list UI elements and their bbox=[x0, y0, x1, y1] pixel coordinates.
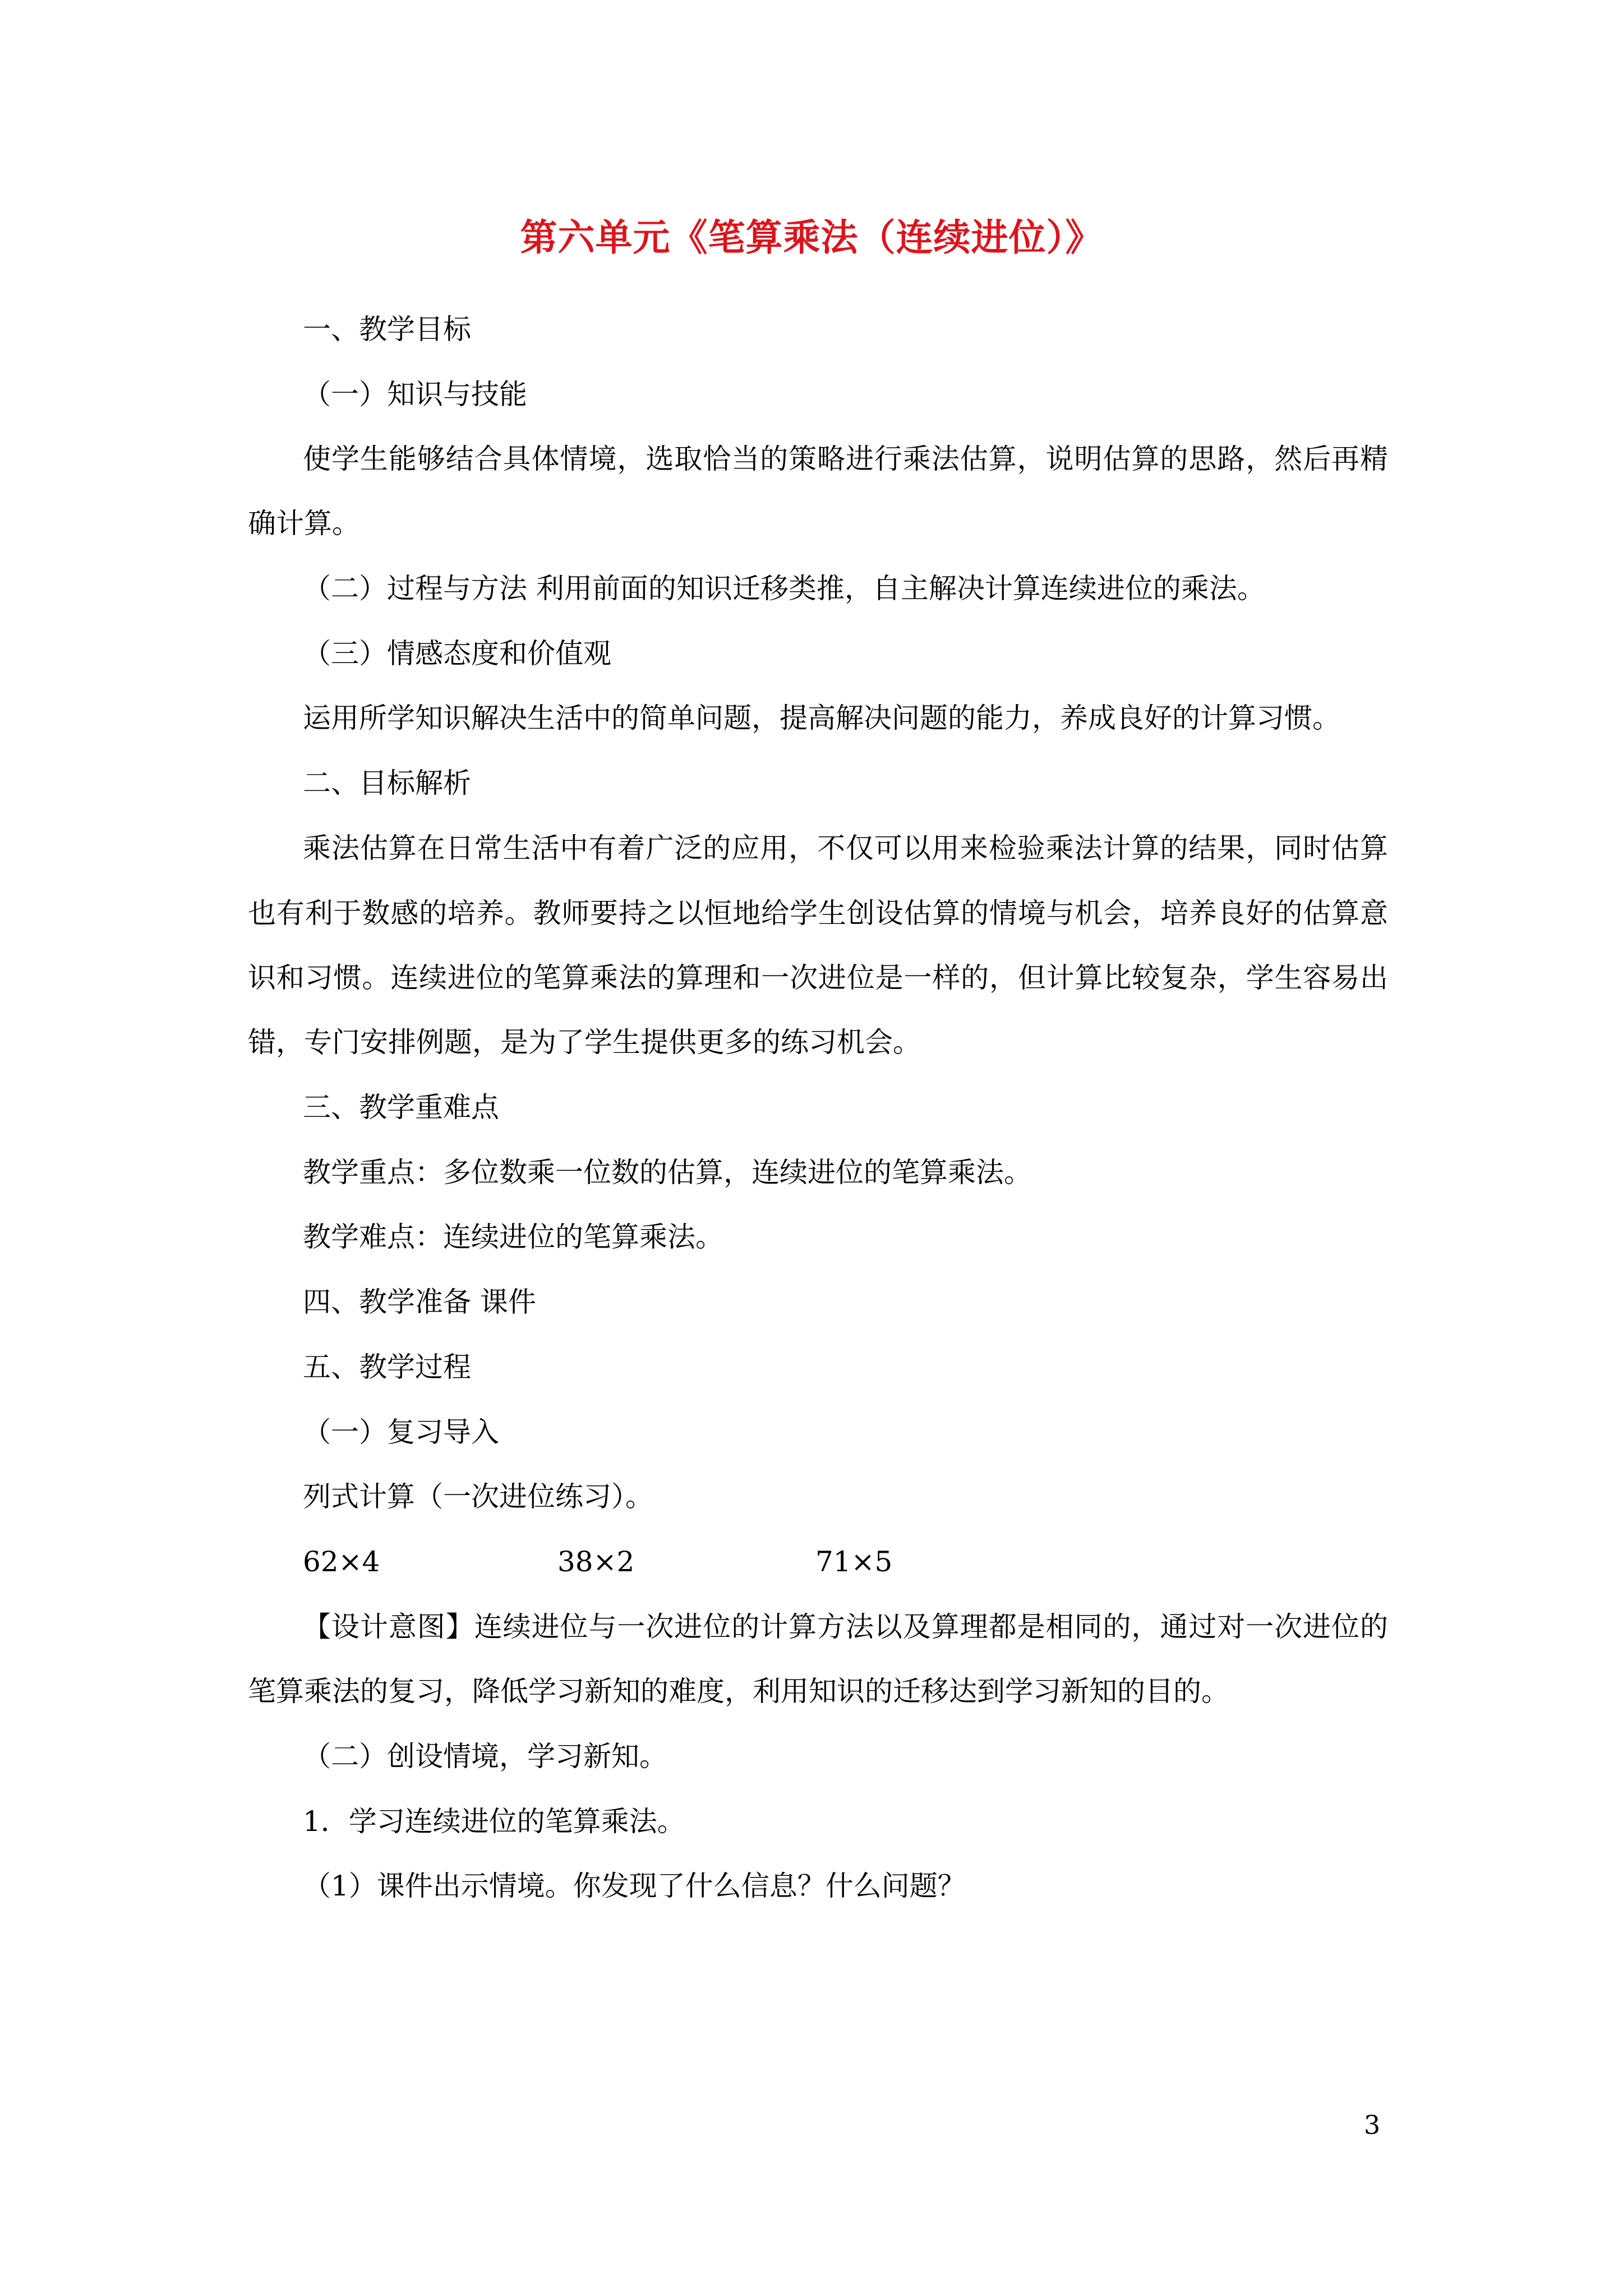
subsection-emotion-attitude: （三）情感态度和价值观 bbox=[303, 637, 611, 670]
list-item: 1．学习连续进位的笔算乘法。 bbox=[303, 1805, 685, 1838]
calculation-item: 38×2 bbox=[557, 1545, 635, 1578]
paragraph-line: 列式计算（一次进位练习）。 bbox=[303, 1480, 653, 1513]
design-intent-line: 【设计意图】连续进位与一次进位的计算方法以及算理都是相同的，通过对一次进位的 bbox=[303, 1611, 1388, 1643]
key-point-line: 教学重点：多位数乘一位数的估算，连续进位的笔算乘法。 bbox=[303, 1156, 1032, 1189]
section-heading-objectives: 一、教学目标 bbox=[303, 313, 471, 346]
section-heading-key-points: 三、教学重难点 bbox=[303, 1091, 499, 1124]
document-title: 第六单元《笔算乘法（连续进位）》 bbox=[520, 215, 1103, 259]
paragraph-line: 笔算乘法的复习，降低学习新知的难度，利用知识的迁移达到学习新知的目的。 bbox=[248, 1675, 1229, 1708]
section-heading-process: 五、教学过程 bbox=[303, 1351, 471, 1383]
paragraph-line: 识和习惯。连续进位的笔算乘法的算理和一次进位是一样的，但计算比较复杂，学生容易出 bbox=[248, 961, 1388, 994]
calculation-item: 62×4 bbox=[303, 1545, 380, 1578]
calculation-item: 71×5 bbox=[815, 1545, 893, 1578]
subsection-process-method: （二）过程与方法 利用前面的知识迁移类推，自主解决计算连续进位的乘法。 bbox=[303, 572, 1265, 605]
subsection-knowledge-skills: （一）知识与技能 bbox=[303, 378, 527, 411]
section-heading-preparation: 四、教学准备 课件 bbox=[303, 1286, 536, 1318]
list-item: （1）课件出示情境。你发现了什么信息？什么问题？ bbox=[303, 1870, 966, 1902]
subsection-create-situation: （二）创设情境，学习新知。 bbox=[303, 1740, 667, 1773]
subsection-review: （一）复习导入 bbox=[303, 1416, 499, 1448]
section-heading-analysis: 二、目标解析 bbox=[303, 767, 471, 799]
paragraph-line: 确计算。 bbox=[248, 507, 360, 540]
paragraph-line: 运用所学知识解决生活中的简单问题，提高解决问题的能力，养成良好的计算习惯。 bbox=[303, 702, 1340, 734]
paragraph-line: 也有利于数感的培养。教师要持之以恒地给学生创设估算的情境与机会，培养良好的估算意 bbox=[248, 897, 1388, 930]
difficult-point-line: 教学难点：连续进位的笔算乘法。 bbox=[303, 1221, 723, 1253]
paragraph-line: 使学生能够结合具体情境，选取恰当的策略进行乘法估算，说明估算的思路，然后再精 bbox=[303, 443, 1388, 475]
paragraph-line: 乘法估算在日常生活中有着广泛的应用，不仅可以用来检验乘法计算的结果，同时估算 bbox=[303, 832, 1388, 864]
page-number: 3 bbox=[1364, 2110, 1381, 2140]
paragraph-line: 错，专门安排例题，是为了学生提供更多的练习机会。 bbox=[248, 1026, 921, 1059]
